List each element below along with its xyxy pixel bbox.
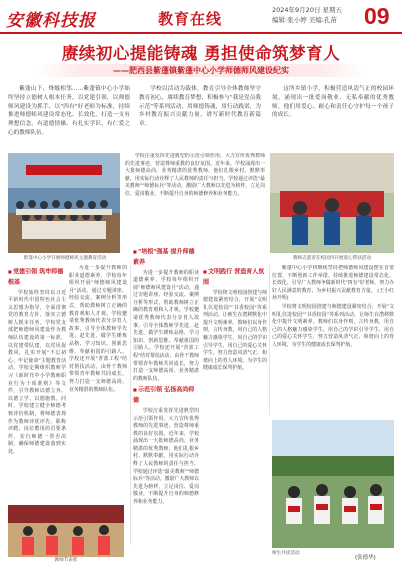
- section-heading-2: ■ "培根"强基 提升师德素养: [133, 247, 199, 268]
- body-paragraph: 为进一步提升教师的职业道德素养，学校每年组织开展"师德师风建设月"活动，通过专题讲座、经验交流、案例分析等形式，帮助教师树立正确的教育观和人才观。学校邀请优秀教师代表分享育人故事，引导全体教师学先进、赶先进，做学生锤炼品格、学习知识、创新思维、奉献祖国的引路人。学校还开展"青蓝工程"结对帮扶活动，由骨干教师带领青年教师共同成长，努力打造一支师德高尚、业务精湛的教师队伍。: [69, 265, 127, 393]
- newspaper-logo: 安徽科技报: [6, 11, 96, 31]
- editor-line: 编辑:张小婷 美编:孔苗: [272, 16, 337, 24]
- body-column-5: [272, 265, 394, 415]
- photo-volunteer: [270, 153, 394, 253]
- body-paragraph: 紫蓬中心小学将继续坚持把师德师风建设摆在首要位置，不断创新工作举措，持续推进师德建设常态化、长效化，引导广大教师争做新时代"四有"好老师，努力办好人民满意的教育，为乡村振兴贡献教育力量。 (王小红 孙开明): [272, 265, 394, 302]
- issue-date: 2024年9月20日 星期五: [272, 6, 343, 14]
- intro-col-2: 学校以活动为载体，教育引导全体教师坚守教育初心，赓续教育梦想，积极参与"我是党员我示范"等系列活动，用师德铸魂，用行动践诺，为乡村教育振兴贡献力量，谱写新时代教育新篇章。: [139, 86, 261, 128]
- body-paragraph: 学校注重发挥先进典型的示范引领作用，大力宣传优秀教师的先进事迹，营造尊师重教的良好氛围。近年来，学校涌现出一大批师德高尚、业务精湛的优秀教师，他们扎根乡村、默默奉献，用实际行动诠释了人民教师的责任与担当。学校通过评选"最美教师""师德标兵"等活动，激励广大教师以先进为榜样，立足岗位、爱岗敬业，不断提升自身的师德修养和业务能力。: [133, 407, 199, 506]
- photo-group-teachers: [8, 153, 120, 253]
- section-heading-3: ■ 示范引领 弘扬高尚师德: [133, 385, 199, 406]
- body-paragraph: 为进一步提升教师的职业道德素养，学校每年组织开展"师德师风建设月"活动，通过专题讲座、经验交流、案例分析等形式，帮助教师树立正确的教育观和人才观。学校邀请优秀教师代表分享育人故事，引导全体教师学先进、赶先进，做学生锤炼品格、学习知识、创新思维、奉献祖国的引路人。学校还开展"青蓝工程"结对帮扶活动，由骨干教师带领青年教师共同成长，努力打造一支师德高尚、业务精湛的教师队伍。: [133, 269, 199, 382]
- body-paragraph: 学校将文明校园创建与师德建设紧密结合，开展"文明礼仪进校园""书香校园"等系列活动，让师生在潜移默化中提升文明素养。教师们以身作则，言传身教，用自己的人格魅力感染学生，用自己的学识引导学生，用自己的爱心关怀学生，努力营造风清气正、和谐向上的育人环境，为学生的健康成长保驾护航。: [203, 289, 267, 372]
- article-headline: 赓续初心提能铸魂 勇担使命筑梦育人: [61, 44, 341, 63]
- section-heading-1: ■ 党建引领 筑牢师德根基: [8, 267, 66, 288]
- photo-caption-bottom-right: 师生共读活动: [272, 551, 300, 556]
- author-credit: (张德华): [355, 555, 376, 561]
- section-title: 教育在线: [158, 10, 223, 28]
- award-photo-image: [8, 505, 124, 557]
- page-number: 09: [364, 3, 390, 29]
- body-paragraph: 学校将文明校园创建与师德建设紧密结合，开展"文明礼仪进校园""书香校园"等系列活动，让师生在潜移默化中提升文明素养。教师们以身作则，言传身教，用自己的人格魅力感染学生，用自己的学识引导学生，用自己的爱心关怀学生，努力营造风清气正、和谐向上的育人环境，为学生的健康成长保驾护航。: [272, 303, 394, 348]
- intro-col-3: 这所乡镇小学，积极营造风清气正的校园环境，涌现出一批爱岗敬业、无私奉献的优秀教师，他们用爱心、耐心和责任心守护每一个孩子的成长。: [272, 86, 394, 119]
- photo-award-ceremony: [8, 505, 124, 557]
- body-column-3: [133, 245, 199, 545]
- volunteer-photo-image: [270, 153, 394, 253]
- reading-photo-image: [272, 420, 394, 548]
- photo-caption-bottom-left: 教师节表彰: [54, 558, 78, 563]
- body-column-4: [203, 265, 267, 545]
- photo-reading-activity: [272, 420, 394, 548]
- body-column-3-top: [125, 153, 265, 241]
- masthead: [0, 0, 402, 34]
- intro-col-1: 紫蓬山下，烽燧相邻……紫蓬镇中心小学始终坚持立德树人根本任务，以党建引领，以师德师风建设为抓手，以"四有"好老师为标准，持续推进师德师风建设常态化、长效化，打造一支有理想信念、有道德情操、有扎实学识、有仁爱之心的教师队伍。: [8, 86, 130, 136]
- photo-caption-top-right: 教师志愿者在校园内开展爱心帮扶活动: [292, 256, 372, 261]
- issue-meta: [272, 5, 342, 25]
- photo-caption-top-left: 紫蓬中心小学开展师德师风主题教育活动: [23, 256, 107, 261]
- column-divider: [130, 265, 131, 545]
- column-divider: [269, 265, 270, 415]
- body-paragraph: 学校注重发挥先进典型的示范引领作用，大力宣传优秀教师的先进事迹，营造尊师重教的良好氛围。近年来，学校涌现出一大批师德高尚、业务精湛的优秀教师，他们扎根乡村、默默奉献，用实际行动诠释了人民教师的责任与担当。学校通过评选"最美教师""师德标兵"等活动，激励广大教师以先进为榜样，立足岗位、爱岗敬业，不断提升自身的师德修养和业务能力。: [125, 153, 265, 197]
- group-photo-image: [8, 153, 120, 253]
- body-column-2: [69, 265, 127, 500]
- section-heading-4: ■ 文明践行 营造育人氛围: [203, 267, 267, 288]
- article-subhead: ——肥西县紫蓬镇紫蓬中心小学师德师风建设纪实: [36, 64, 366, 77]
- body-column-1: [8, 265, 66, 500]
- body-paragraph: 学校始终坚持以习近平新时代中国特色社会主义思想为指导，全面贯彻党的教育方针，落实立德树人根本任务。学校党支部把师德师风建设作为教师队伍建设的第一标准，以党建带队建，以党风促教风，扎实开展"不忘初心、牢记使命"主题教育活动。学校定期组织教师学习《新时代中小学教师职业行为十项准则》等文件，引导教师以德立身、以德立学、以德施教。同时，学校建立健全师德考核评价机制，将师德表现作为教师评优评先、职称评聘、岗位聘用的首要条件，实行师德一票否决制，确保师德建设落到实处。: [8, 289, 66, 455]
